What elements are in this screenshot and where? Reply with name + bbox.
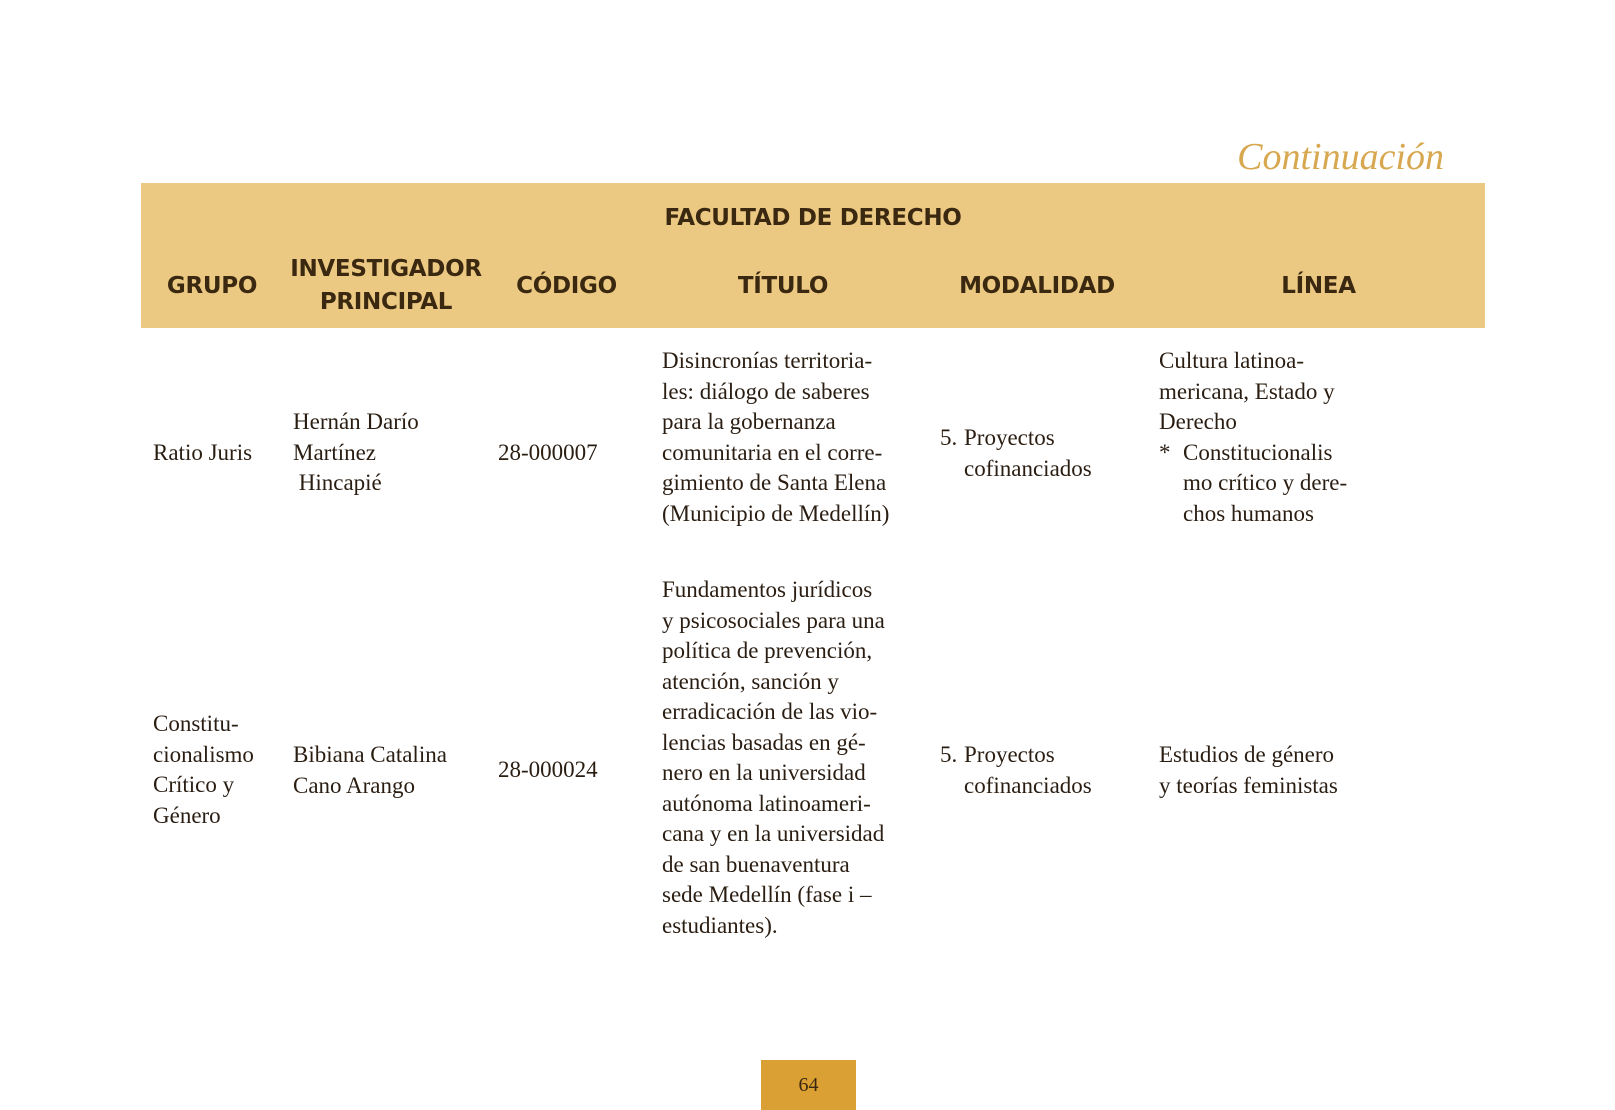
column-header-codigo: CÓDIGO [516,272,617,299]
cell-modalidad: 5. Proyectos cofinanciados [940,742,1092,798]
cell-linea: Cultura latinoa- mericana, Estado y Derecho * Constitucionalis mo crítico y dere- chos humanos [1159,348,1348,526]
cell-titulo: Fundamentos jurídicos y psicosociales para una política de prevención, atención, sanción y erradicación de las vio- lencias basadas en gé- nero en la universidad autónoma latinoameri- cana y en la universidad de san buenaventura sede Medellín (fase i – estudiantes). [662,577,885,938]
cell-grupo: Ratio Juris [153,440,253,465]
column-header-linea: LÍNEA [1281,272,1356,299]
research-table [141,183,1485,938]
faculty-title: FACULTAD DE DERECHO [664,205,962,231]
column-header-grupo: GRUPO [166,272,258,299]
cell-investigador: Hernán Darío Martínez Hincapié [293,409,419,495]
table-header [141,183,1485,328]
cell-codigo: 28-000007 [498,440,598,465]
continuation-label: Continuación [1237,136,1444,178]
column-header-titulo: TÍTULO [737,272,829,299]
page-number: 64 [761,1060,856,1110]
cell-codigo: 28-000024 [498,757,598,782]
cell-modalidad: 5. Proyectos cofinanciados [940,425,1092,481]
column-header-modalidad: MODALIDAD [959,272,1115,299]
cell-investigador: Bibiana Catalina Cano Arango [293,742,447,798]
cell-grupo: Constitu- cionalismo Crítico y Género [153,711,254,828]
cell-linea: Estudios de género y teorías feministas [1159,742,1338,798]
column-header-investigador: INVESTIGADOR PRINCIPAL [290,256,482,315]
cell-titulo: Disincronías territoria- les: diálogo de saberes para la gobernanza comunitaria en el corre- gimiento de Santa Elena (Municipio de Medellín) [662,348,890,526]
